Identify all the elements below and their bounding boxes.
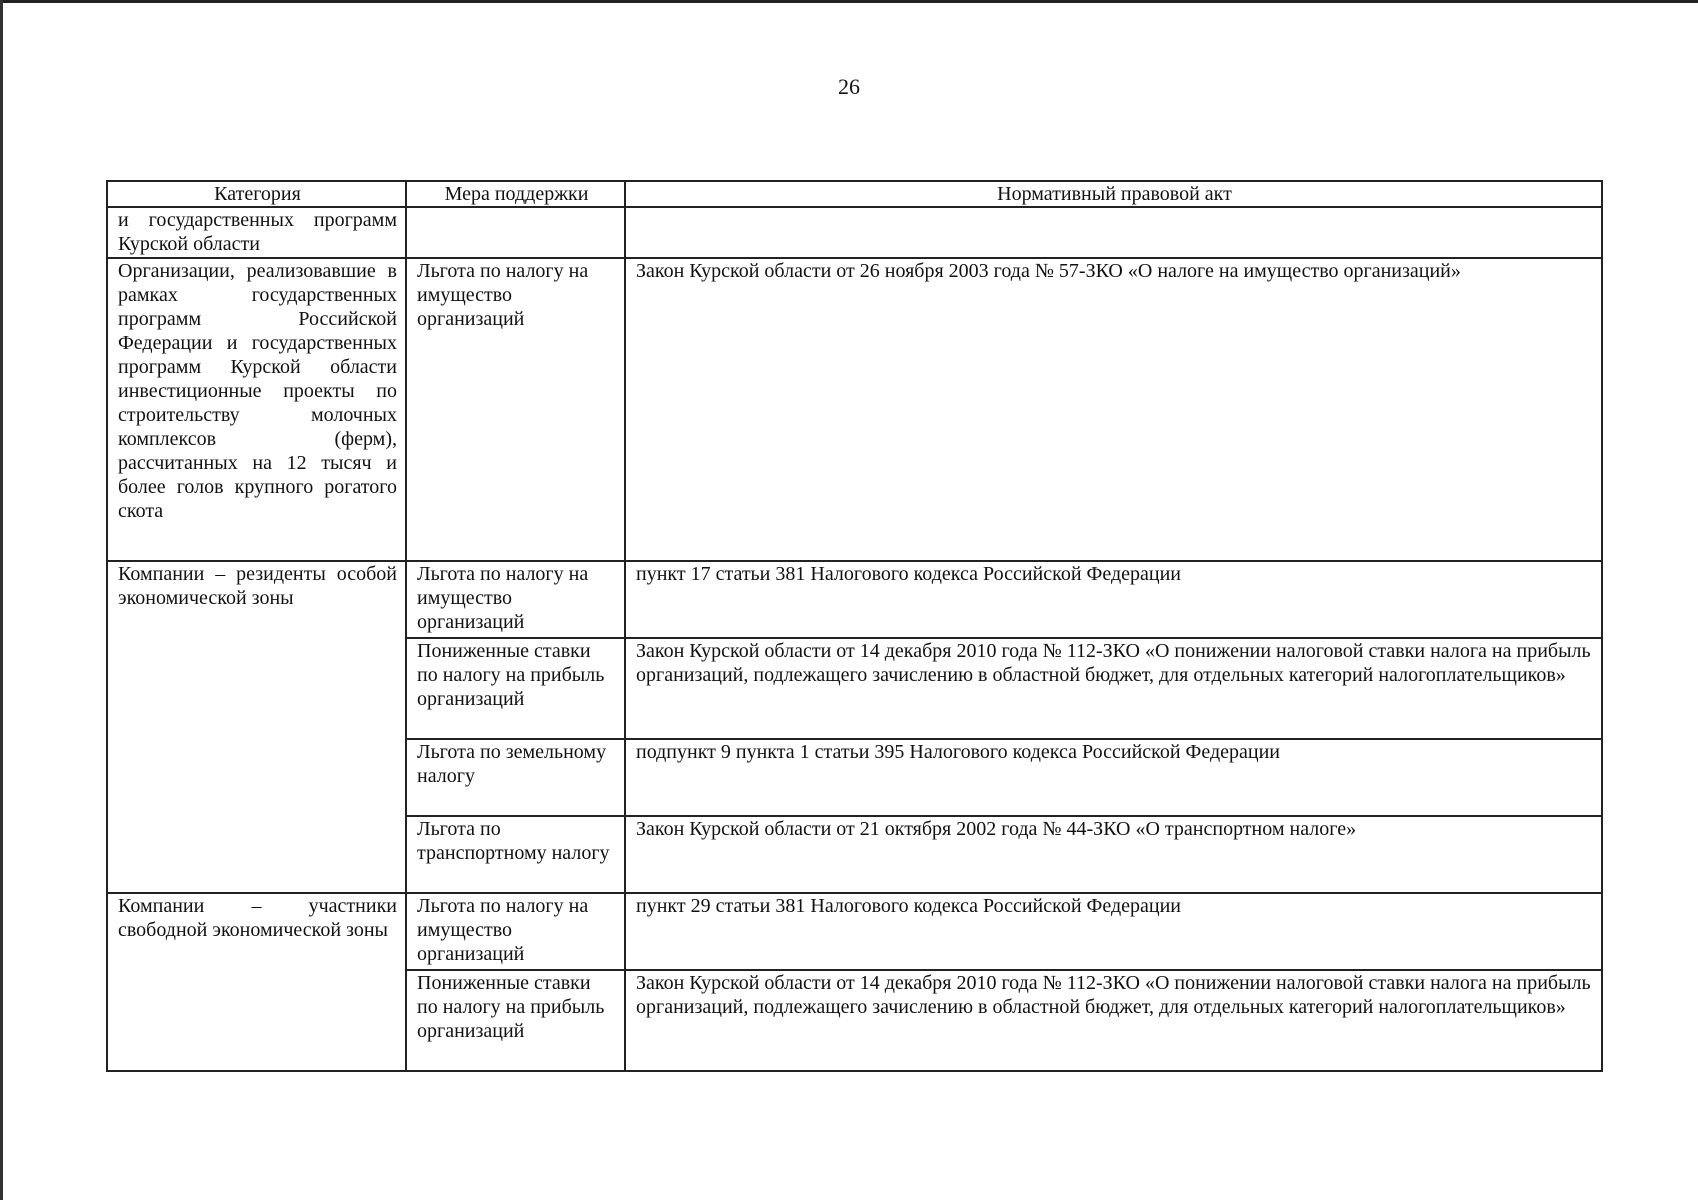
act-cell: Закон Курской области от 26 ноября 2003 года № 57-ЗКО «О налоге на имущество организаций» <box>625 258 1602 561</box>
support-measures-table <box>106 180 1603 1072</box>
header-act: Нормативный правовой акт <box>625 181 1602 207</box>
measure-cell: Пониженные ставки по налогу на прибыль организаций <box>406 970 625 1071</box>
measure-cell: Льгота по транспортному налогу <box>406 816 625 893</box>
act-cell: подпункт 9 пункта 1 статьи 395 Налогового кодекса Российской Федерации <box>625 739 1602 816</box>
header-category: Категория <box>107 181 406 207</box>
act-cell: пункт 17 статьи 381 Налогового кодекса Российской Федерации <box>625 561 1602 638</box>
measure-cell: Льгота по налогу на имущество организаций <box>406 893 625 970</box>
table-header-row <box>107 181 1602 207</box>
measure-cell: Пониженные ставки по налогу на прибыль организаций <box>406 638 625 739</box>
act-cell: Закон Курской области от 14 декабря 2010 года № 112-ЗКО «О понижении налоговой ставки налога на прибыль организаций, подлежащего зачислению в областной бюджет, для отдельных категорий налогоплательщиков» <box>625 970 1602 1071</box>
act-cell: Закон Курской области от 14 декабря 2010 года № 112-ЗКО «О понижении налоговой ставки налога на прибыль организаций, подлежащего зачислению в областной бюджет, для отдельных категорий налогоплательщиков» <box>625 638 1602 739</box>
table-row <box>107 258 1602 561</box>
measure-cell: Льгота по налогу на имущество организаций <box>406 561 625 638</box>
table-row <box>107 207 1602 258</box>
category-cell: Компании – участники свободной экономической зоны <box>107 893 406 1071</box>
table-row <box>107 893 1602 970</box>
header-measure: Мера поддержки <box>406 181 625 207</box>
act-cell: пункт 29 статьи 381 Налогового кодекса Российской Федерации <box>625 893 1602 970</box>
category-cell: и государственных программ Курской области <box>107 207 406 258</box>
scan-edge-left <box>0 0 3 1200</box>
category-cell: Организации, реализовавшие в рамках государственных программ Российской Федерации и государственных программ Курской области инвестиционные проекты по строительству молочных комплексов (ферм), рассчитанных на 12 тысяч и более голов крупного рогатого скота <box>107 258 406 561</box>
measure-cell: Льгота по земельному налогу <box>406 739 625 816</box>
measure-cell: Льгота по налогу на имущество организаций <box>406 258 625 561</box>
act-cell <box>625 207 1602 258</box>
category-cell: Компании – резиденты особой экономической зоны <box>107 561 406 893</box>
scan-edge-top <box>0 0 1698 3</box>
measure-cell <box>406 207 625 258</box>
table-row <box>107 561 1602 638</box>
act-cell: Закон Курской области от 21 октября 2002 года № 44-ЗКО «О транспортном налоге» <box>625 816 1602 893</box>
page-number: 26 <box>838 74 860 99</box>
